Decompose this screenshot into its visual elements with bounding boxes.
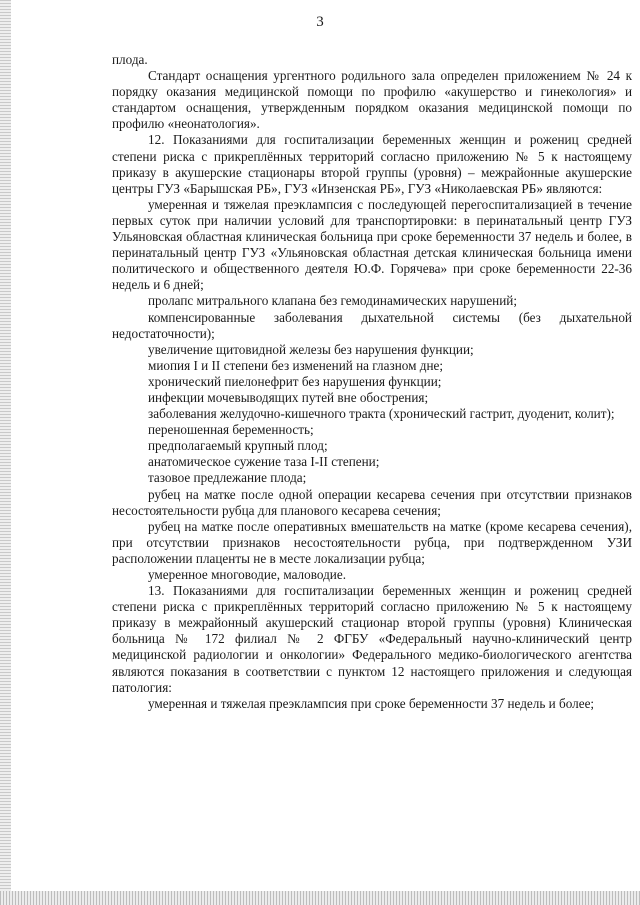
list-item: рубец на матке после одной операции кесарева сечения при отсутствии признаков несостоятельности рубца для планового кесарева сечения; [112,486,632,518]
list-item: умеренная и тяжелая преэклампсия при сроке беременности 37 недель и более; [148,695,595,711]
list-item: рубец на матке после оперативных вмешательств на матке (кроме кесарева сечения), при отсутствии признаков несостоятельности рубца, при подтвержденном УЗИ расположении плаценты не в месте локализации рубца; [112,518,632,566]
paragraph: плода. [112,52,148,67]
list-item: увеличение щитовидной железы без нарушения функции; [148,341,474,357]
list-item: компенсированные заболевания дыхательной системы (без дыхательной недостаточности); [112,309,632,341]
paragraph: Стандарт оснащения ургентного родильного зала определен приложением № 24 к порядку оказания медицинской помощи по профилю «акушерство и гинекология» и стандартом оснащения, утвержденным порядком оказания медицинской помощи по профилю «неонатология». [112,68,632,132]
list-item: хронический пиелонефрит без нарушения функции; [148,373,442,389]
list-item: переношенная беременность; [148,422,314,438]
list-item: умеренное многоводие, маловодие. [148,567,346,582]
list-item: тазовое предлежание плода; [148,470,307,486]
list-item: умеренная и тяжелая преэклампсия с последующей перегоспитализацией в течение первых суток при наличии условий для транспортировки: в перинатальный центр ГУЗ Ульяновская областная клиническая больница при сроке беременности 37 недель и более, в перинатальный центр ГУЗ «Ульяновская областная детская клиническая больница имени политического и общественного деятеля Ю.Ф. Горячева» при сроке беременности 22-36 недель и 6 дней; [112,196,632,293]
page-number: 3 [316,14,324,30]
scan-edge-bottom [0,891,640,905]
paragraph: 13. Показаниями для госпитализации беременных женщин и рожениц средней степени риска с прикреплённых территорий согласно приложению № 5 к настоящему приказу в межрайонный акушерский стационар второй группы (уровня) Клиническая больница № 172 филиал № 2 ФГБУ «Федеральный научно-клинический центр медицинской радиологии и онкологии» Федерального медико-биологического агентства являются показания в соответствии с пунктом 12 настоящего приложения и следующая патология: [112,583,632,695]
list-item: заболевания желудочно-кишечного тракта (хронический гастрит, дуоденит, колит); [148,406,615,422]
document-body [112,52,632,712]
list-item: анатомическое сужение таза I-II степени; [148,454,380,470]
list-item: пролапс митрального клапана без гемодинамических нарушений; [148,293,518,309]
scan-edge-left [0,0,11,905]
paragraph: 12. Показаниями для госпитализации беременных женщин и рожениц средней степени риска с прикреплённых территорий согласно приложению № 5 к настоящему приказу в акушерские стационары второй группы (уровня) – межрайонные акушерские центры ГУЗ «Барышская РБ», ГУЗ «Инзенская РБ», ГУЗ «Николаевская РБ» являются: [112,132,632,196]
list-item: инфекции мочевыводящих путей вне обострения; [148,389,429,405]
list-item: миопия I и II степени без изменений на глазном дне; [148,357,444,373]
list-item: предполагаемый крупный плод; [148,438,328,454]
